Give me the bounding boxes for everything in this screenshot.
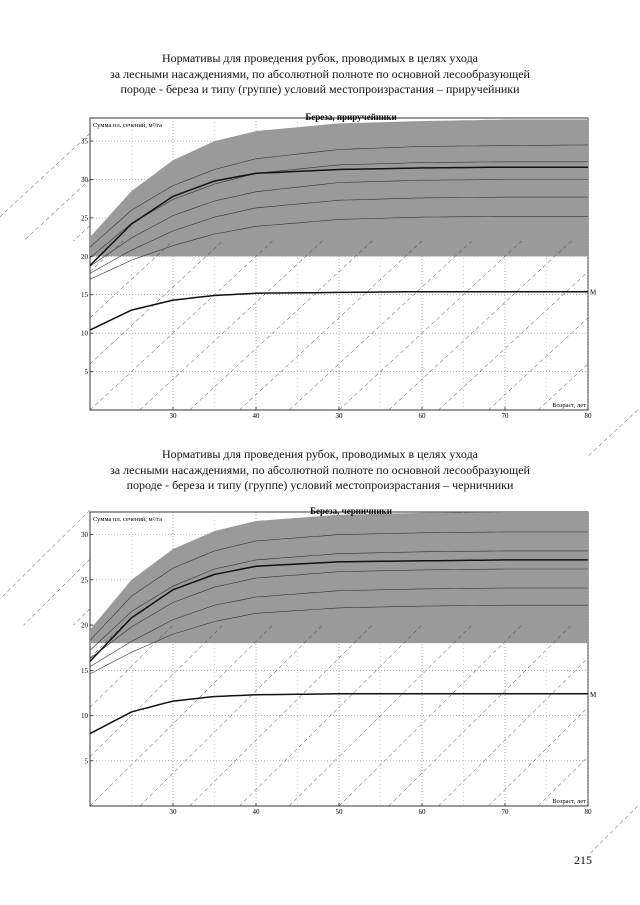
chart1-y-tick-label: 15 [81,291,88,300]
chart1-y-axis-label: Сумма пл. сечений, м²/га [93,122,162,129]
chart2-y-tick-label: 10 [81,712,88,721]
chart-prirucheyniki [80,110,598,422]
chart1-x-tick-label: 40 [252,412,260,420]
chart2-chart-title: Береза, черничники [310,506,392,516]
chart1-diagonal-guide [73,226,90,241]
chart2-y-tick-label: 5 [84,757,88,766]
chart2-svg [80,504,598,818]
chart1-series-m-label: M [590,288,597,297]
chart2-x-tick-label: 40 [252,808,260,816]
chart1-diagonal-guide [24,179,90,240]
chart1-chart-title: Береза, приручейники [305,112,397,122]
chart2-x-axis-label: Возраст, лет [552,798,586,805]
chart1-heading-line: Нормативы для проведения рубок, проводимых в целях ухода [161,51,478,65]
chart2-x-tick-label: 70 [501,808,509,816]
chart1-y-tick-label: 35 [81,137,88,146]
page-number: 215 [574,853,592,867]
chart2-y-tick-label: 20 [81,621,88,630]
chart1-y-tick-label: 10 [81,329,88,338]
chart1-y-tick-label: 25 [81,214,88,223]
chart2-diagonal-guide [24,559,90,625]
chart1-heading [60,51,580,98]
chart2-x-tick-label: 80 [584,808,592,816]
chart2-y-tick-label: 30 [81,531,88,540]
chart2-diagonal-guide [588,806,638,855]
chart-chernichniki [80,504,598,818]
chart1-heading-line: породе - береза и типу (группе) условий местопроизрастания – приручейники [120,82,520,96]
chart2-y-axis-label: Сумма пл. сечений, м²/га [93,516,162,523]
chart1-x-tick-label: 60 [418,412,426,420]
chart1-x-tick-label: 30 [335,412,343,420]
chart2-heading [60,447,580,494]
chart1-y-tick-label: 5 [84,368,88,377]
chart2-x-tick-label: 30 [169,808,177,816]
chart1-x-tick-label: 30 [169,412,177,420]
chart2-diagonal-guide [0,510,90,625]
chart1-x-tick-label: 70 [501,412,509,420]
chart2-y-tick-label: 25 [81,576,88,585]
chart1-y-tick-label: 20 [81,252,88,261]
chart1-diagonal-guide [0,133,90,241]
chart2-series-m-label: M [590,690,597,699]
chart2-heading-line: породе - береза и типу (группе) условий местопроизрастания – черничники [126,478,514,492]
chart1-heading-line: за лесными насаждениями, по абсолютной полноте по основной лесообразующей [110,66,530,81]
chart2-x-tick-label: 60 [418,808,426,816]
chart1-x-tick-label: 80 [584,412,592,420]
chart2-y-tick-label: 15 [81,666,88,675]
chart1-y-tick-label: 30 [81,175,88,184]
chart2-heading-line: Нормативы для проведения рубок, проводимых в целях ухода [161,447,478,461]
chart2-heading-line: за лесными насаждениями, по абсолютной полноте по основной лесообразующей [110,462,530,477]
chart1-x-axis-label: Возраст, лет [552,402,586,409]
chart2-x-tick-label: 50 [335,808,343,816]
chart1-diagonal-guide [588,410,638,456]
chart1-svg [80,110,598,422]
